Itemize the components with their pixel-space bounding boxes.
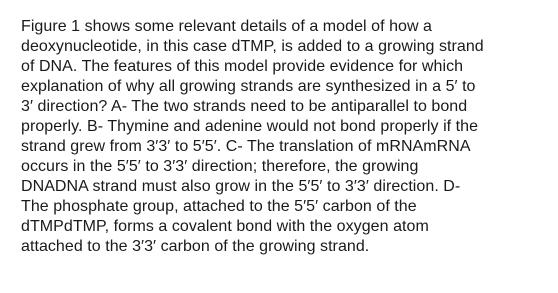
question-text: [21, 17, 545, 257]
question-line: The phosphate group, attached to the 5′5′ carbon of the: [21, 198, 417, 215]
question-line: dTMPdTMP, forms a covalent bond with the oxygen atom: [21, 218, 429, 235]
question-line: attached to the 3′3′ carbon of the growing strand.: [21, 238, 370, 255]
question-line: Figure 1 shows some relevant details of a model of how a: [21, 18, 433, 35]
question-line: occurs in the 5′5′ to 3′3′ direction; therefore, the growing: [21, 158, 419, 175]
question-line: of DNA. The features of this model provide evidence for which: [21, 58, 464, 75]
question-line: 3′ direction? A- The two strands need to be antiparallel to bond: [21, 98, 468, 115]
question-line: deoxynucleotide, in this case dTMP, is added to a growing strand: [21, 38, 484, 55]
question-line: DNADNA strand must also grow in the 5′5′ to 3′3′ direction. D-: [21, 178, 461, 195]
question-line: strand grew from 3′3′ to 5′5′. C- The translation of mRNAmRNA: [21, 138, 471, 155]
question-line: explanation of why all growing strands are synthesized in a 5′ to: [21, 78, 476, 95]
question-line: properly. B- Thymine and adenine would not bond properly if the: [21, 118, 479, 135]
